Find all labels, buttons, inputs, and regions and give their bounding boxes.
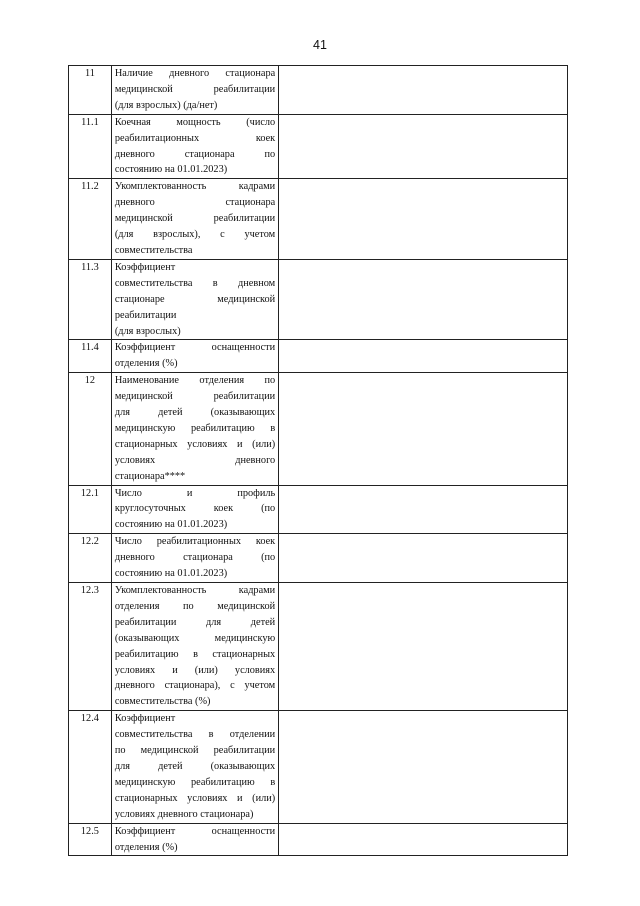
description-line: для детей (оказывающих xyxy=(114,760,276,772)
description-line: условиях и (или) условиях xyxy=(114,664,276,676)
table-row xyxy=(69,114,568,179)
row-description xyxy=(111,373,278,485)
table-row xyxy=(69,340,568,373)
row-number: 11.2 xyxy=(69,179,112,260)
description-line: Коэффициент оснащенности xyxy=(114,342,276,354)
table-row xyxy=(69,259,568,340)
row-number: 11 xyxy=(69,66,112,115)
description-line: состоянию на 01.01.2023) xyxy=(114,568,228,580)
description-line: медицинской реабилитации xyxy=(114,213,276,225)
description-line: медицинской реабилитации xyxy=(114,391,276,403)
description-line: по медицинской реабилитации xyxy=(114,745,276,757)
description-line: (для взрослых) xyxy=(114,325,181,337)
description-line: (для взрослых) (да/нет) xyxy=(114,99,218,111)
value-cell[interactable] xyxy=(279,66,568,115)
description-line: дневного стационара), с учетом xyxy=(114,680,276,692)
description-line: дневного стационара по xyxy=(114,148,276,160)
description-line: медицинской реабилитации xyxy=(114,83,276,95)
description-line: реабилитации для детей xyxy=(114,616,276,628)
description-line: Коэффициент xyxy=(114,713,176,725)
description-line: дневного стационара xyxy=(114,197,276,209)
description-line: отделения (%) xyxy=(114,358,178,370)
description-line: отделения по медицинской xyxy=(114,600,276,612)
description-line: дневного стационара (по xyxy=(114,552,276,564)
description-line: стационаре медицинской xyxy=(114,293,276,305)
description-line: условиях дневного стационара) xyxy=(114,808,254,820)
description-line: Коэффициент xyxy=(114,261,176,273)
description-line: Наличие дневного стационара xyxy=(114,68,276,79)
description-line: реабилитацию в стационарных xyxy=(114,648,276,660)
description-line: совместительства xyxy=(114,244,193,256)
description-line: реабилитационных коек xyxy=(114,132,276,144)
description-line: Число и профиль xyxy=(114,487,276,499)
row-description xyxy=(111,114,278,179)
row-description xyxy=(111,583,278,711)
row-number: 11.1 xyxy=(69,114,112,179)
row-description xyxy=(111,485,278,534)
description-line: реабилитации xyxy=(114,309,177,321)
value-cell[interactable] xyxy=(279,534,568,583)
row-number: 12.4 xyxy=(69,711,112,823)
indicators-table xyxy=(68,65,568,856)
value-cell[interactable] xyxy=(279,823,568,856)
row-number: 12.2 xyxy=(69,534,112,583)
row-description xyxy=(111,534,278,583)
description-line: Наименование отделения по xyxy=(114,375,276,387)
description-line: совместительства (%) xyxy=(114,696,211,708)
value-cell[interactable] xyxy=(279,340,568,373)
description-line: Коечная мощность (число xyxy=(114,116,276,128)
table-row xyxy=(69,179,568,260)
row-description xyxy=(111,711,278,823)
value-cell[interactable] xyxy=(279,259,568,340)
description-line: стационарных условиях и (или) xyxy=(114,438,276,450)
row-description xyxy=(111,823,278,856)
description-line: (оказывающих медицинскую xyxy=(114,632,276,644)
row-number: 11.3 xyxy=(69,259,112,340)
description-line: состоянию на 01.01.2023) xyxy=(114,164,228,176)
row-number: 12.5 xyxy=(69,823,112,856)
table-row xyxy=(69,485,568,534)
description-line: условиях дневного xyxy=(114,454,276,466)
table-row xyxy=(69,66,568,115)
table-row xyxy=(69,373,568,485)
value-cell[interactable] xyxy=(279,583,568,711)
page-number: 41 xyxy=(313,38,327,52)
description-line: отделения (%) xyxy=(114,841,178,853)
description-line: совместительства в дневном xyxy=(114,277,276,289)
description-line: совместительства в отделении xyxy=(114,729,276,741)
value-cell[interactable] xyxy=(279,179,568,260)
description-line: круглосуточных коек (по xyxy=(114,503,276,515)
description-line: медицинскую реабилитацию в xyxy=(114,776,276,788)
row-description xyxy=(111,340,278,373)
description-line: Число реабилитационных коек xyxy=(114,536,276,548)
description-line: медицинскую реабилитацию в xyxy=(114,422,276,434)
row-number: 12.3 xyxy=(69,583,112,711)
row-number: 12 xyxy=(69,373,112,485)
description-line: Укомплектованность кадрами xyxy=(114,585,276,596)
description-line: состоянию на 01.01.2023) xyxy=(114,519,228,531)
row-description xyxy=(111,259,278,340)
value-cell[interactable] xyxy=(279,114,568,179)
table-row xyxy=(69,534,568,583)
description-line: стационарных условиях и (или) xyxy=(114,792,276,804)
description-line: (для взрослых), с учетом xyxy=(114,229,276,241)
table-row xyxy=(69,583,568,711)
table-body xyxy=(69,66,568,856)
value-cell[interactable] xyxy=(279,373,568,485)
table-row xyxy=(69,711,568,823)
description-line: Укомплектованность кадрами xyxy=(114,181,276,193)
row-number: 12.1 xyxy=(69,485,112,534)
value-cell[interactable] xyxy=(279,485,568,534)
value-cell[interactable] xyxy=(279,711,568,823)
row-number: 11.4 xyxy=(69,340,112,373)
row-description xyxy=(111,66,278,115)
row-description xyxy=(111,179,278,260)
description-line: Коэффициент оснащенности xyxy=(114,825,276,837)
table-row xyxy=(69,823,568,856)
description-line: стационара**** xyxy=(114,470,186,482)
description-line: для детей (оказывающих xyxy=(114,407,276,419)
